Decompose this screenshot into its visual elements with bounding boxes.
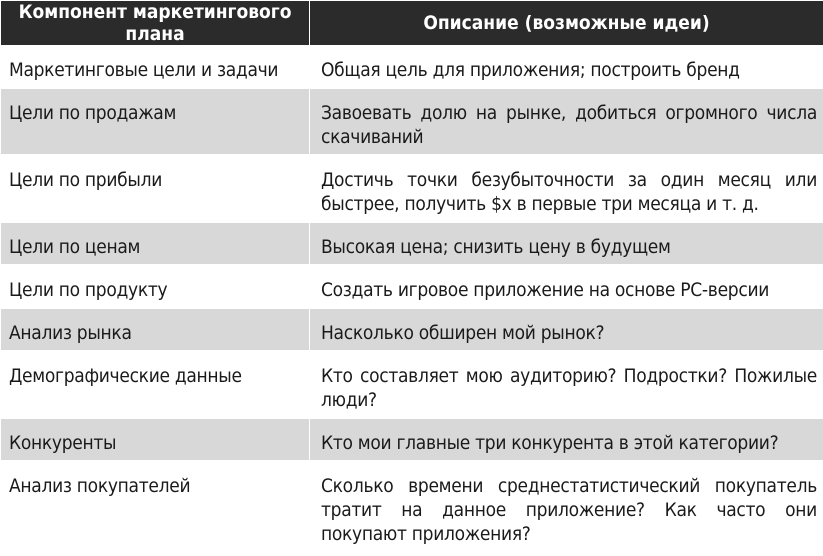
row-description: Кто составляет мою аудиторию? Подростки? Пожилые люди?: [310, 351, 823, 418]
row-description: Насколько обширен мой рынок?: [310, 308, 823, 351]
row-component: Конкуренты: [1, 418, 310, 461]
table-row: [1, 88, 823, 155]
table-row: [1, 461, 823, 552]
table-row: [1, 351, 823, 418]
row-component: Анализ покупателей: [1, 461, 310, 552]
table-header-row: [1, 1, 823, 46]
row-component: Демографические данные: [1, 351, 310, 418]
row-component: Маркетинговые цели и задачи: [1, 46, 310, 89]
row-component: Цели по продажам: [1, 88, 310, 155]
row-description: Высокая цена; снизить цену в будущем: [310, 222, 823, 265]
header-description: Описание (возможные идеи): [310, 1, 823, 46]
row-component: Анализ рынка: [1, 308, 310, 351]
table-row: [1, 46, 823, 89]
row-description: Достичь точки безубыточности за один месяц или быстрее, получить $x в первые три месяца и т. д.: [310, 155, 823, 222]
row-component: Цели по продукту: [1, 265, 310, 308]
row-component: Цели по прибыли: [1, 155, 310, 222]
header-component: Компонент маркетингового плана: [1, 1, 310, 46]
table-row: [1, 222, 823, 265]
row-description: Общая цель для приложения; построить бренд: [310, 46, 823, 89]
table-row: [1, 265, 823, 308]
row-description: Завоевать долю на рынке, добиться огромного числа скачиваний: [310, 88, 823, 155]
table-row: [1, 418, 823, 461]
row-description: Создать игровое приложение на основе PC-версии: [310, 265, 823, 308]
row-description: Кто мои главные три конкурента в этой категории?: [310, 418, 823, 461]
table-row: [1, 308, 823, 351]
table-row: [1, 155, 823, 222]
row-component: Цели по ценам: [1, 222, 310, 265]
row-description: Сколько времени среднестатистический покупатель тратит на данное приложение? Как часто они покупают приложения?: [310, 461, 823, 552]
